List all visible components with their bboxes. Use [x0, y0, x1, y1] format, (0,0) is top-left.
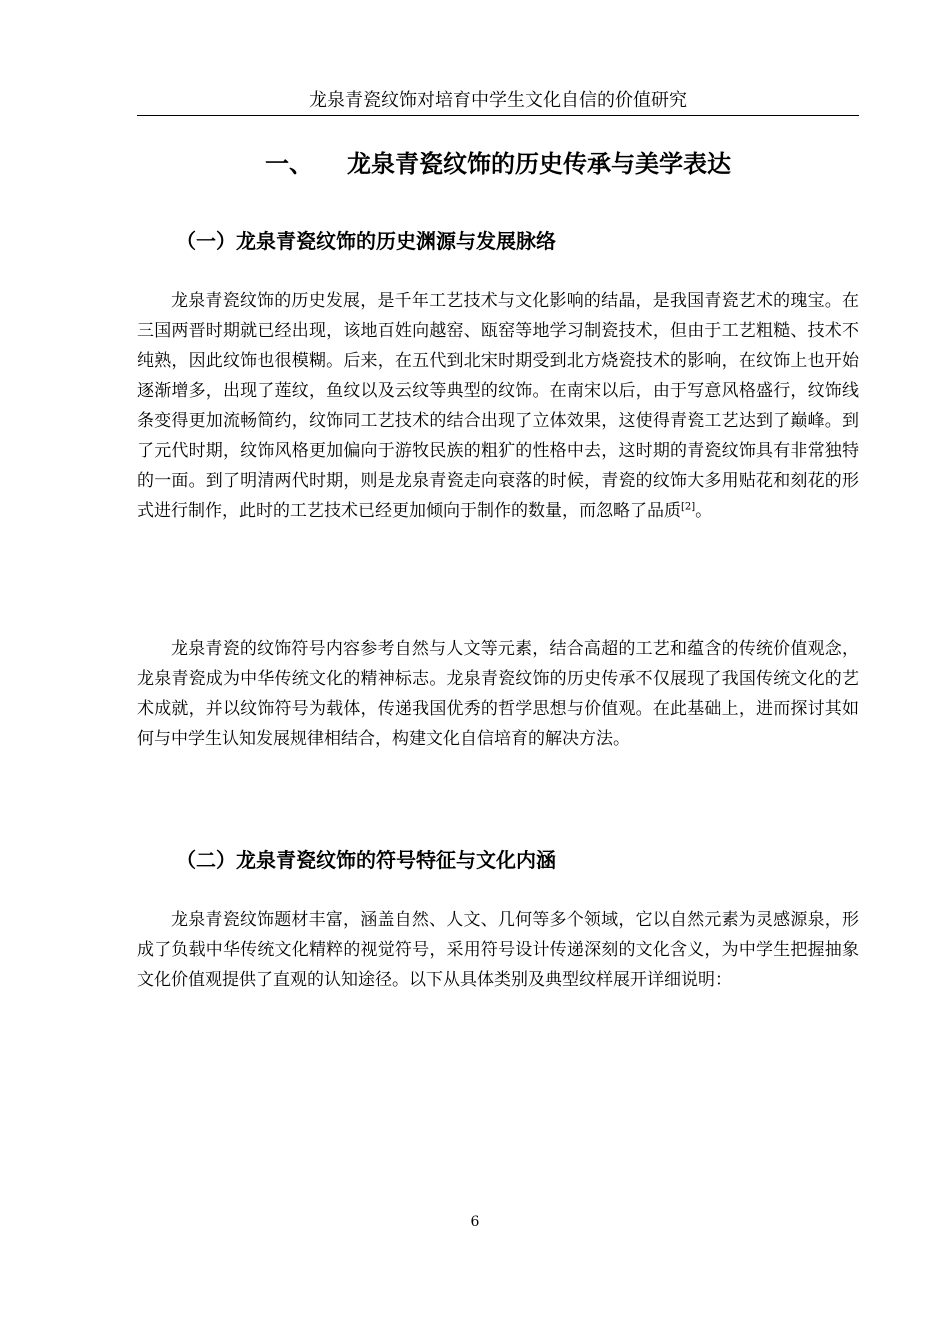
- paragraph-symbol-meaning: 龙泉青瓷的纹饰符号内容参考自然与人文等元素，结合高超的工艺和蕴含的传统价值观念，龙泉青瓷成为中华传统文化的精神标志。龙泉青瓷纹饰的历史传承不仅展现了我国传统文化的艺术成就，并以纹饰符号为载体，传递我国优秀的哲学思想与价值观。在此基础上，进而探讨其如何与中学生认知发展规律相结合，构建文化自信培育的解决方法。: [137, 639, 859, 749]
- paragraph-history-end: 。: [695, 501, 713, 521]
- running-header: 龙泉青瓷纹饰对培育中学生文化自信的价值研究: [309, 90, 687, 111]
- paragraph-history: [137, 286, 859, 526]
- paragraph-symbol-features: 龙泉青瓷纹饰题材丰富，涵盖自然、人文、几何等多个领域，它以自然元素为灵感源泉，形成了负载中华传统文化精粹的视觉符号，采用符号设计传递深刻的文化含义，为中学生把握抽象文化价值观提供了直观的认知途径。以下从具体类别及典型纹样展开详细说明：: [137, 910, 859, 990]
- section-heading-1: （一）龙泉青瓷纹饰的历史渊源与发展脉络: [176, 229, 556, 253]
- header-rule: [137, 115, 859, 116]
- chapter-heading: [137, 148, 859, 180]
- chapter-title: 龙泉青瓷纹饰的历史传承与美学表达: [347, 150, 731, 178]
- paragraph-history-text: 龙泉青瓷纹饰的历史发展，是千年工艺技术与文化影响的结晶，是我国青瓷艺术的瑰宝。在三国两晋时期就已经出现，该地百姓向越窑、瓯窑等地学习制瓷技术，但由于工艺粗糙、技术不纯熟，因此纹饰也很模糊。后来，在五代到北宋时期受到北方烧瓷技术的影响，在纹饰上也开始逐渐增多，出现了莲纹，鱼纹以及云纹等典型的纹饰。在南宋以后，由于写意风格盛行，纹饰线条变得更加流畅简约，纹饰同工艺技术的结合出现了立体效果，这使得青瓷工艺达到了巅峰。到了元代时期，纹饰风格更加偏向于游牧民族的粗犷的性格中去，这时期的青瓷纹饰具有非常独特的一面。到了明清两代时期，则是龙泉青瓷走向衰落的时候，青瓷的纹饰大多用贴花和刻花的形式进行制作，此时的工艺技术已经更加倾向于制作的数量，而忽略了品质: [137, 291, 859, 521]
- citation-ref: [2]: [681, 501, 696, 513]
- page-number: 6: [470, 1214, 480, 1230]
- chapter-number: 一、: [265, 150, 313, 178]
- section-heading-2: （二）龙泉青瓷纹饰的符号特征与文化内涵: [176, 848, 556, 872]
